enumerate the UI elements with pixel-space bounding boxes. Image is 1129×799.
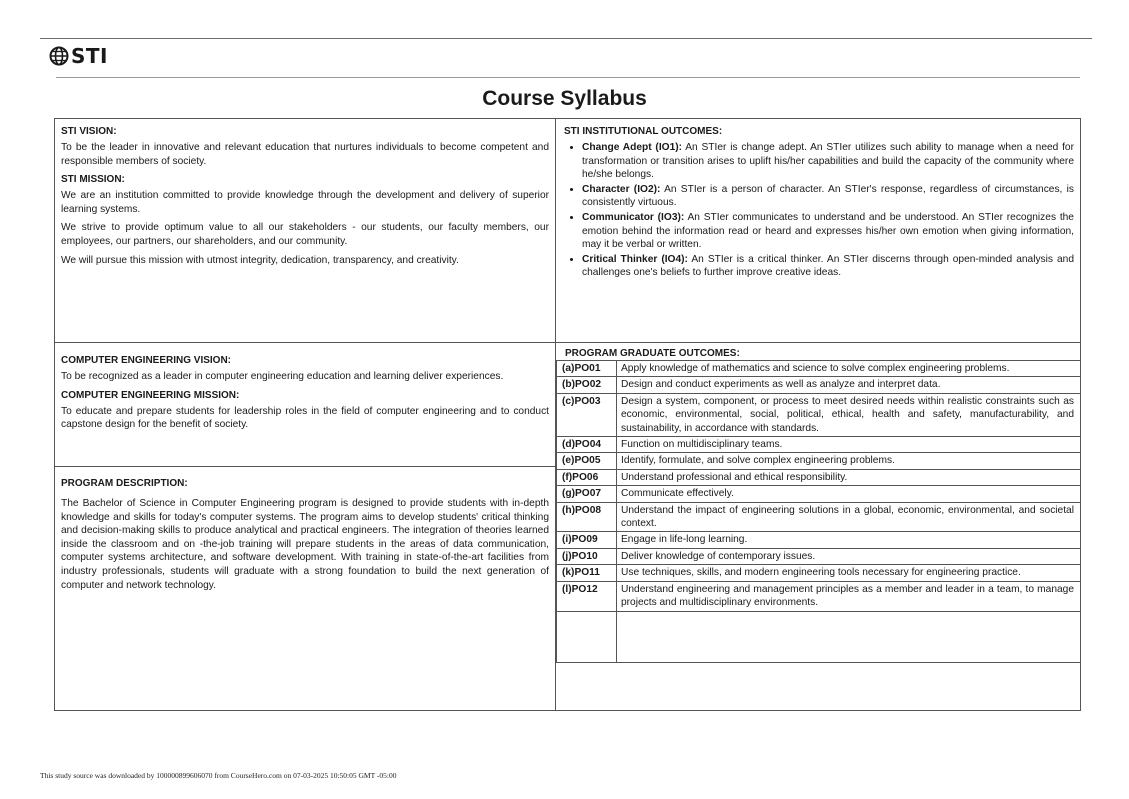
table-row [557, 532, 1081, 548]
table-row [557, 581, 1081, 611]
row-divider-1 [54, 342, 1081, 343]
table-row [557, 377, 1081, 393]
page-title: Course Syllabus [482, 87, 647, 110]
outcome-description: Design a system, component, or process to meet desired needs within realistic constraints such as economic, environmental, social, political, ethical, health and safety, manufacturability, and sustainability, in accordance with standards. [617, 393, 1081, 436]
outcome-description: Identify, formulate, and solve complex engineering problems. [617, 453, 1081, 469]
empty-cell [557, 611, 617, 662]
ce-vision-heading: COMPUTER ENGINEERING VISION: [61, 355, 232, 366]
outcome-description: Design and conduct experiments as well as analyze and interpret data. [617, 377, 1081, 393]
institutional-outcomes-heading: STI INSTITUTIONAL OUTCOMES: [564, 126, 723, 137]
table-row [557, 565, 1081, 581]
download-footer: This study source was downloaded by 100000899606070 from CourseHero.com on 07-03-2025 10:50:05 GMT -05:00 [40, 771, 397, 780]
table-row [557, 453, 1081, 469]
outcome-label: Communicator (IO3): [582, 211, 685, 223]
top-rule [40, 38, 1092, 39]
sti-vision-heading: STI VISION: [61, 126, 117, 137]
outcome-code: (e)PO05 [557, 453, 617, 469]
list-item [582, 141, 1074, 182]
outcome-code: (g)PO07 [557, 486, 617, 502]
outcome-code: (k)PO11 [557, 565, 617, 581]
outcome-description: Engage in life-long learning. [617, 532, 1081, 548]
sti-mission-paragraph: We strive to provide optimum value to all our stakeholders - our students, our faculty members, our employees, our partners, our shareholders, and our community. [61, 222, 549, 247]
outcome-code: (f)PO06 [557, 469, 617, 485]
logo-text: STI [71, 44, 108, 68]
outcome-code: (a)PO01 [557, 361, 617, 377]
sti-mission-paragraph: We are an institution committed to provide knowledge through the development and delivery of superior learning systems. [61, 190, 549, 215]
table-row [557, 548, 1081, 564]
outcome-code: (l)PO12 [557, 581, 617, 611]
program-description-section [61, 477, 549, 597]
table-row [557, 502, 1081, 532]
outcome-description: Understand professional and ethical responsibility. [617, 469, 1081, 485]
outcome-description: Deliver knowledge of contemporary issues. [617, 548, 1081, 564]
ce-vision-text: To be recognized as a leader in computer engineering education and learning deliver experiences. [61, 371, 504, 382]
outcome-code: (c)PO03 [557, 393, 617, 436]
table-row [557, 361, 1081, 377]
sti-vision-mission-section [61, 125, 549, 272]
list-item [582, 253, 1074, 280]
outcome-description: Use techniques, skills, and modern engineering tools necessary for engineering practice. [617, 565, 1081, 581]
ce-mission-text: To educate and prepare students for leadership roles in the field of computer engineering and to conduct capstone design for the benefit of society. [61, 405, 549, 431]
program-description-heading: PROGRAM DESCRIPTION: [61, 478, 188, 489]
sti-mission-heading: STI MISSION: [61, 174, 125, 186]
outcome-text: An STIer is change adept. An STIer utilizes such ability to manage when a need for transformation or transition arises to uplift his/her capabilities and build the capacity of the community where he/she belongs. [582, 142, 1074, 181]
sti-vision-text: To be the leader in innovative and relevant education that nurtures individuals to become competent and responsible members of society. [61, 142, 549, 167]
outcome-label: Change Adept (IO1): [582, 142, 683, 153]
list-item [582, 211, 1074, 252]
outcome-text: An STIer is a person of character. An STIer's response, regardless of circumstances, is consistently virtuous. [582, 183, 1074, 209]
program-description-text: The Bachelor of Science in Computer Engineering program is designed to provide students with in-depth knowledge and skills for today's computer systems. The program aims to develop students' critical thinking and decision-making skills to produce analytical and practical engineers. The integration of theories learned inside the classroom and on -the-job training will prepare students in the areas of data communication, computer systems architecture, and software development. With training in state-of-the-art facilities from industry professionals, students will graduate with a strong foundation to build the next generation of computer and network technology. [61, 498, 549, 591]
row-divider-2 [54, 466, 556, 467]
ce-vision-mission-section [61, 354, 549, 437]
outcome-code: (b)PO02 [557, 377, 617, 393]
outcome-label: Critical Thinker (IO4): [582, 253, 688, 265]
institutional-outcomes-section [564, 125, 1074, 281]
sti-mission-paragraph: We will pursue this mission with utmost integrity, dedication, transparency, and creativity. [61, 254, 459, 266]
institutional-outcomes-list [564, 141, 1074, 280]
table-row [557, 393, 1081, 436]
graduate-outcomes-heading: PROGRAM GRADUATE OUTCOMES: [565, 348, 740, 359]
table-row [557, 486, 1081, 502]
outcome-text: An STIer is a critical thinker. An STIer discerns through open-minded analysis and challenges one's beliefs to further improve creative ideas. [582, 253, 1075, 279]
outcome-text: An STIer communicates to understand and be understood. An STIer recognizes the emotion behind the information read or heard and expresses his/her own emotion when giving information, may it be verbal or written. [582, 211, 1074, 251]
outcome-description: Communicate effectively. [617, 486, 1081, 502]
sti-globe-icon [48, 45, 70, 67]
empty-cell [617, 611, 1081, 662]
outcome-code: (j)PO10 [557, 548, 617, 564]
outcome-description: Understand engineering and management principles as a member and leader in a team, to manage projects and multidisciplinary environments. [617, 581, 1081, 611]
outcome-code: (d)PO04 [557, 437, 617, 453]
graduate-outcomes-table [556, 360, 1081, 663]
list-item [582, 183, 1074, 210]
outcome-code: (i)PO09 [557, 532, 617, 548]
sti-logo [48, 44, 108, 68]
table-row [557, 437, 1081, 453]
outcome-description: Function on multidisciplinary teams. [617, 437, 1081, 453]
outcome-code: (h)PO08 [557, 502, 617, 532]
outcome-description: Understand the impact of engineering solutions in a global, economic, environmental, and societal context. [617, 502, 1081, 532]
outcome-label: Character (IO2): [582, 183, 661, 195]
ce-mission-heading: COMPUTER ENGINEERING MISSION: [61, 389, 240, 401]
outcome-description: Apply knowledge of mathematics and science to solve complex engineering problems. [617, 361, 1081, 377]
table-row [557, 469, 1081, 485]
table-row-empty [557, 611, 1081, 662]
header-rule [56, 77, 1080, 78]
